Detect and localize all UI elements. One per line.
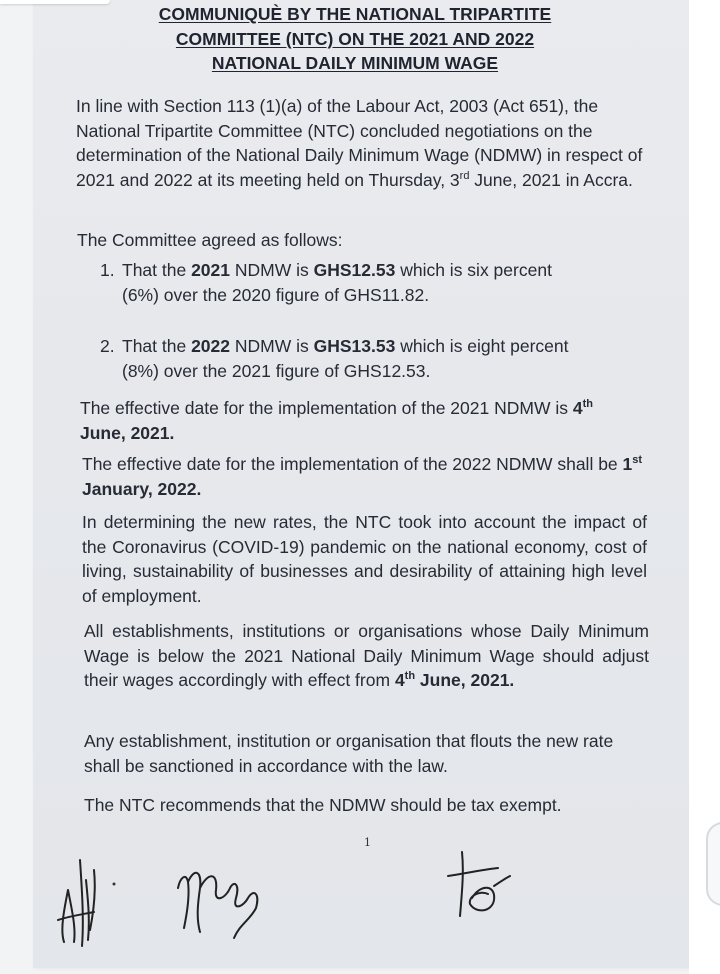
item-1-mid: NDMW is	[230, 260, 314, 280]
item-1-year: 2021	[191, 260, 231, 280]
effective-2021-date: June, 2021.	[80, 422, 175, 443]
item-1-post: which is six percent	[395, 260, 552, 280]
page-curl-icon	[706, 822, 720, 906]
establishments-date: June, 2021.	[415, 670, 515, 690]
effective-2022-date: January, 2022.	[82, 478, 202, 499]
determining-paragraph: In determining the new rates, the NTC took into account the impact of the Coronavirus (COVID-19) pandemic on the national economy, cost of living, sustainability of businesses and desirability of attaining high level of employment.	[82, 512, 647, 606]
signature-1	[50, 850, 130, 950]
signature-2	[170, 858, 280, 948]
establishments-text: All establishments, institutions or organisations whose Daily Minimum Wage is below the 2021 National Daily Minimum Wage should adjust their wages accordingly with effect from	[84, 621, 649, 690]
effective-2021-paragraph	[80, 396, 650, 445]
item-2-year: 2022	[191, 336, 231, 356]
effective-2022-text: The effective date for the implementation of the 2022 NDMW shall be	[82, 454, 623, 474]
agreed-paragraph: The Committee agreed as follows:	[77, 230, 343, 250]
item-2-amount: GHS13.53	[313, 336, 396, 356]
intro-text: In line with Section 113 (1)(a) of the Labour Act, 2003 (Act 651), the National Tripartite Committee (NTC) concluded negotiations on the determination of the National Daily Minimum Wage (NDMW) in respect of 2021 and 2022 at its meeting held on Thursday, 3	[76, 96, 643, 190]
item-2-continuation: (8%) over the 2021 figure of GHS12.53.	[122, 360, 431, 381]
document-title	[100, 2, 610, 76]
effective-2022-sup: st	[632, 454, 643, 467]
effective-2021-day: 4	[572, 398, 583, 418]
intro-paragraph	[76, 94, 646, 192]
item-2-post: which is eight percent	[395, 336, 569, 356]
effective-2022-day: 1	[622, 454, 633, 474]
effective-2021-sup: th	[582, 398, 593, 411]
sanction-paragraph: Any establishment, institution or organisation that flouts the new rate shall be sanctioned in accordance with the law.	[84, 731, 614, 776]
list-item-2	[100, 334, 640, 383]
item-2-pre: That the	[122, 336, 192, 356]
title-line-3: NATIONAL DAILY MINIMUM WAGE	[211, 53, 499, 73]
effective-2021-text: The effective date for the implementation of the 2021 NDMW is	[80, 398, 573, 418]
tax-paragraph: The NTC recommends that the NDMW should be tax exempt.	[84, 795, 562, 815]
intro-end: June, 2021 in Accra.	[469, 169, 633, 190]
item-1-number: 1.	[100, 260, 115, 280]
item-1-pre: That the	[122, 260, 192, 280]
establishments-day: 4	[394, 670, 405, 690]
title-line-2: COMMITTEE (NTC) ON THE 2021 AND 2022	[175, 28, 535, 49]
effective-2022-paragraph	[82, 452, 647, 501]
establishments-paragraph	[84, 619, 649, 693]
title-line-1: COMMUNIQUÈ BY THE NATIONAL TRIPARTITE	[158, 4, 552, 24]
item-1-amount: GHS12.53	[313, 260, 396, 280]
corner-tab	[0, 0, 110, 4]
page-number: 1	[364, 836, 371, 849]
item-1-continuation: (6%) over the 2020 figure of GHS11.82.	[122, 284, 430, 305]
item-2-number: 2.	[100, 336, 115, 356]
signature-3	[440, 846, 530, 926]
item-2-mid: NDMW is	[230, 336, 314, 356]
list-item-1	[100, 258, 640, 307]
establishments-sup: th	[404, 670, 416, 683]
intro-sup: rd	[459, 169, 470, 182]
